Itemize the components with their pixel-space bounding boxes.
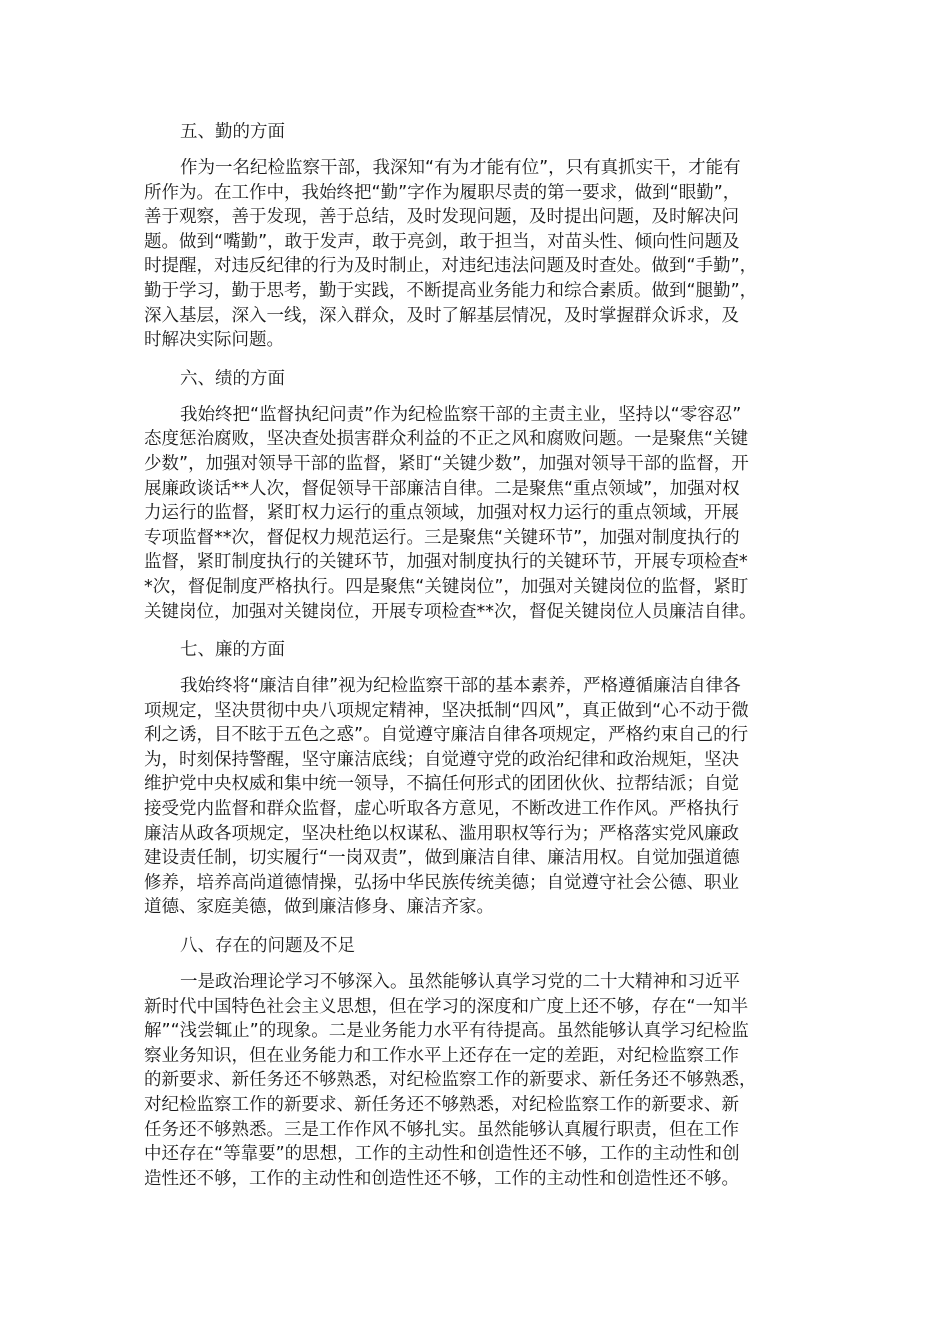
paragraph-line: 廉洁从政各项规定，坚决杜绝以权谋私、滥用职权等行为；严格落实党风廉政 [144, 823, 739, 844]
paragraph-line: 的新要求、新任务还不够熟悉，对纪检监察工作的新要求、新任务还不够熟悉， [144, 1070, 757, 1091]
paragraph-line: 勤于学习，勤于思考，勤于实践，不断提高业务能力和综合素质。做到“腿勤”， [144, 280, 758, 301]
paragraph-line: 作为一名纪检监察干部，我深知“有为才能有位”，只有真抓实干，才能有 [180, 158, 741, 178]
paragraph-line: 维护党中央权威和集中统一领导，不搞任何形式的团团伙伙、拉帮结派；自觉 [144, 774, 739, 795]
paragraph-line: 我始终将“廉洁自律”视为纪检监察干部的基本素养，严格遵循廉洁自律各 [180, 676, 741, 697]
paragraph-line: 监督，紧盯制度执行的关键环节，加强对制度执行的关键环节，开展专项检查* [144, 552, 748, 573]
section-performance [144, 365, 812, 624]
paragraph-line: 道德、家庭美德，做到廉洁修身、廉洁齐家。 [144, 897, 494, 918]
paragraph-line: 中还存在“等靠要”的思想，工作的主动性和创造性还不够，工作的主动性和创 [144, 1144, 740, 1165]
paragraph-line: 修养，培养高尚道德情操，弘扬中华民族传统美德；自觉遵守社会公德、职业 [144, 872, 739, 893]
paragraph-line: 接受党内监督和群众监督，虚心听取各方意见，不断改进工作作风。严格执行 [144, 799, 739, 820]
section-paragraph [144, 403, 812, 624]
paragraph-line: 一是政治理论学习不够深入。虽然能够认真学习党的二十大精神和习近平 [180, 972, 740, 993]
paragraph-line: 察业务知识，但在业务能力和工作水平上还存在一定的差距，对纪检监察工作 [144, 1045, 739, 1066]
paragraph-line: 题。做到“嘴勤”，敢于发声，敢于亮剑，敢于担当，对苗头性、倾向性问题及 [144, 231, 740, 252]
paragraph-line: 力运行的监督，紧盯权力运行的重点领域，加强对权力运行的重点领域，开展 [144, 503, 739, 524]
paragraph-line: 解”“浅尝辄止”的现象。二是业务能力水平有待提高。虽然能够认真学习纪检监 [144, 1021, 749, 1042]
section-paragraph [144, 674, 812, 920]
paragraph-line: 项规定，坚决贯彻中央八项规定精神，坚决抵制“四风”，真正做到“心不动于微 [144, 700, 749, 721]
document-page [144, 118, 812, 1203]
paragraph-line: 时提醒，对违反纪律的行为及时制止，对违纪违法问题及时查处。做到“手勤”， [144, 256, 758, 277]
paragraph-line: 善于观察，善于发现，善于总结，及时发现问题，及时提出问题，及时解决问 [144, 207, 739, 228]
section-heading: 五、勤的方面 [180, 122, 285, 142]
paragraph-line: 少数”，加强对领导干部的监督，紧盯“关键少数”，加强对领导干部的监督，开 [144, 453, 749, 474]
section-diligence [144, 118, 812, 353]
paragraph-line: 专项监督**次，督促权力规范运行。三是聚焦“关键环节”，加强对制度执行的 [144, 527, 740, 548]
section-heading: 八、存在的问题及不足 [180, 936, 355, 957]
section-heading: 七、廉的方面 [180, 640, 285, 661]
paragraph-line: 任务还不够熟悉。三是工作作风不够扎实。虽然能够认真履行职责，但在工作 [144, 1119, 739, 1140]
section-heading: 六、绩的方面 [180, 368, 285, 389]
section-problems [144, 932, 812, 1191]
paragraph-line: 时解决实际问题。 [144, 330, 284, 351]
section-paragraph [144, 156, 812, 353]
paragraph-line: 造性还不够，工作的主动性和创造性还不够，工作的主动性和创造性还不够。 [144, 1168, 739, 1189]
paragraph-line: 对纪检监察工作的新要求、新任务还不够熟悉，对纪检监察工作的新要求、新 [144, 1095, 739, 1115]
paragraph-line: 所作为。在工作中，我始终把“勤”字作为履职尽责的第一要求，做到“眼勤”， [144, 182, 741, 203]
paragraph-line: *次，督促制度严格执行。四是聚焦“关键岗位”，加强对关键岗位的监督，紧盯 [144, 576, 749, 597]
section-integrity [144, 636, 812, 920]
paragraph-line: 展廉政谈话**人次，督促领导干部廉洁自律。二是聚焦“重点领域”，加强对权 [144, 478, 740, 499]
section-paragraph [144, 970, 812, 1191]
paragraph-line: 建设责任制，切实履行“一岗双责”，做到廉洁自律、廉洁用权。自觉加强道德 [144, 848, 740, 869]
paragraph-line: 新时代中国特色社会主义思想，但在学习的深度和广度上还不够，存在“一知半 [144, 996, 749, 1017]
paragraph-line: 深入基层，深入一线，深入群众，及时了解基层情况，及时掌握群众诉求，及 [144, 305, 739, 326]
paragraph-line: 我始终把“监督执纪问责”作为纪检监察干部的主责主业，坚持以“零容忍” [180, 404, 742, 425]
paragraph-line: 利之诱，目不眩于五色之惑”。自觉遵守廉洁自律各项规定，严格约束自己的行 [144, 725, 749, 746]
paragraph-line: 关键岗位，加强对关键岗位，开展专项检查**次，督促关键岗位人员廉洁自律。 [144, 601, 757, 622]
paragraph-line: 态度惩治腐败，坚决查处损害群众利益的不正之风和腐败问题。一是聚焦“关键 [144, 429, 749, 450]
paragraph-line: 为，时刻保持警醒，坚守廉洁底线；自觉遵守党的政治纪律和政治规矩，坚决 [144, 749, 739, 770]
